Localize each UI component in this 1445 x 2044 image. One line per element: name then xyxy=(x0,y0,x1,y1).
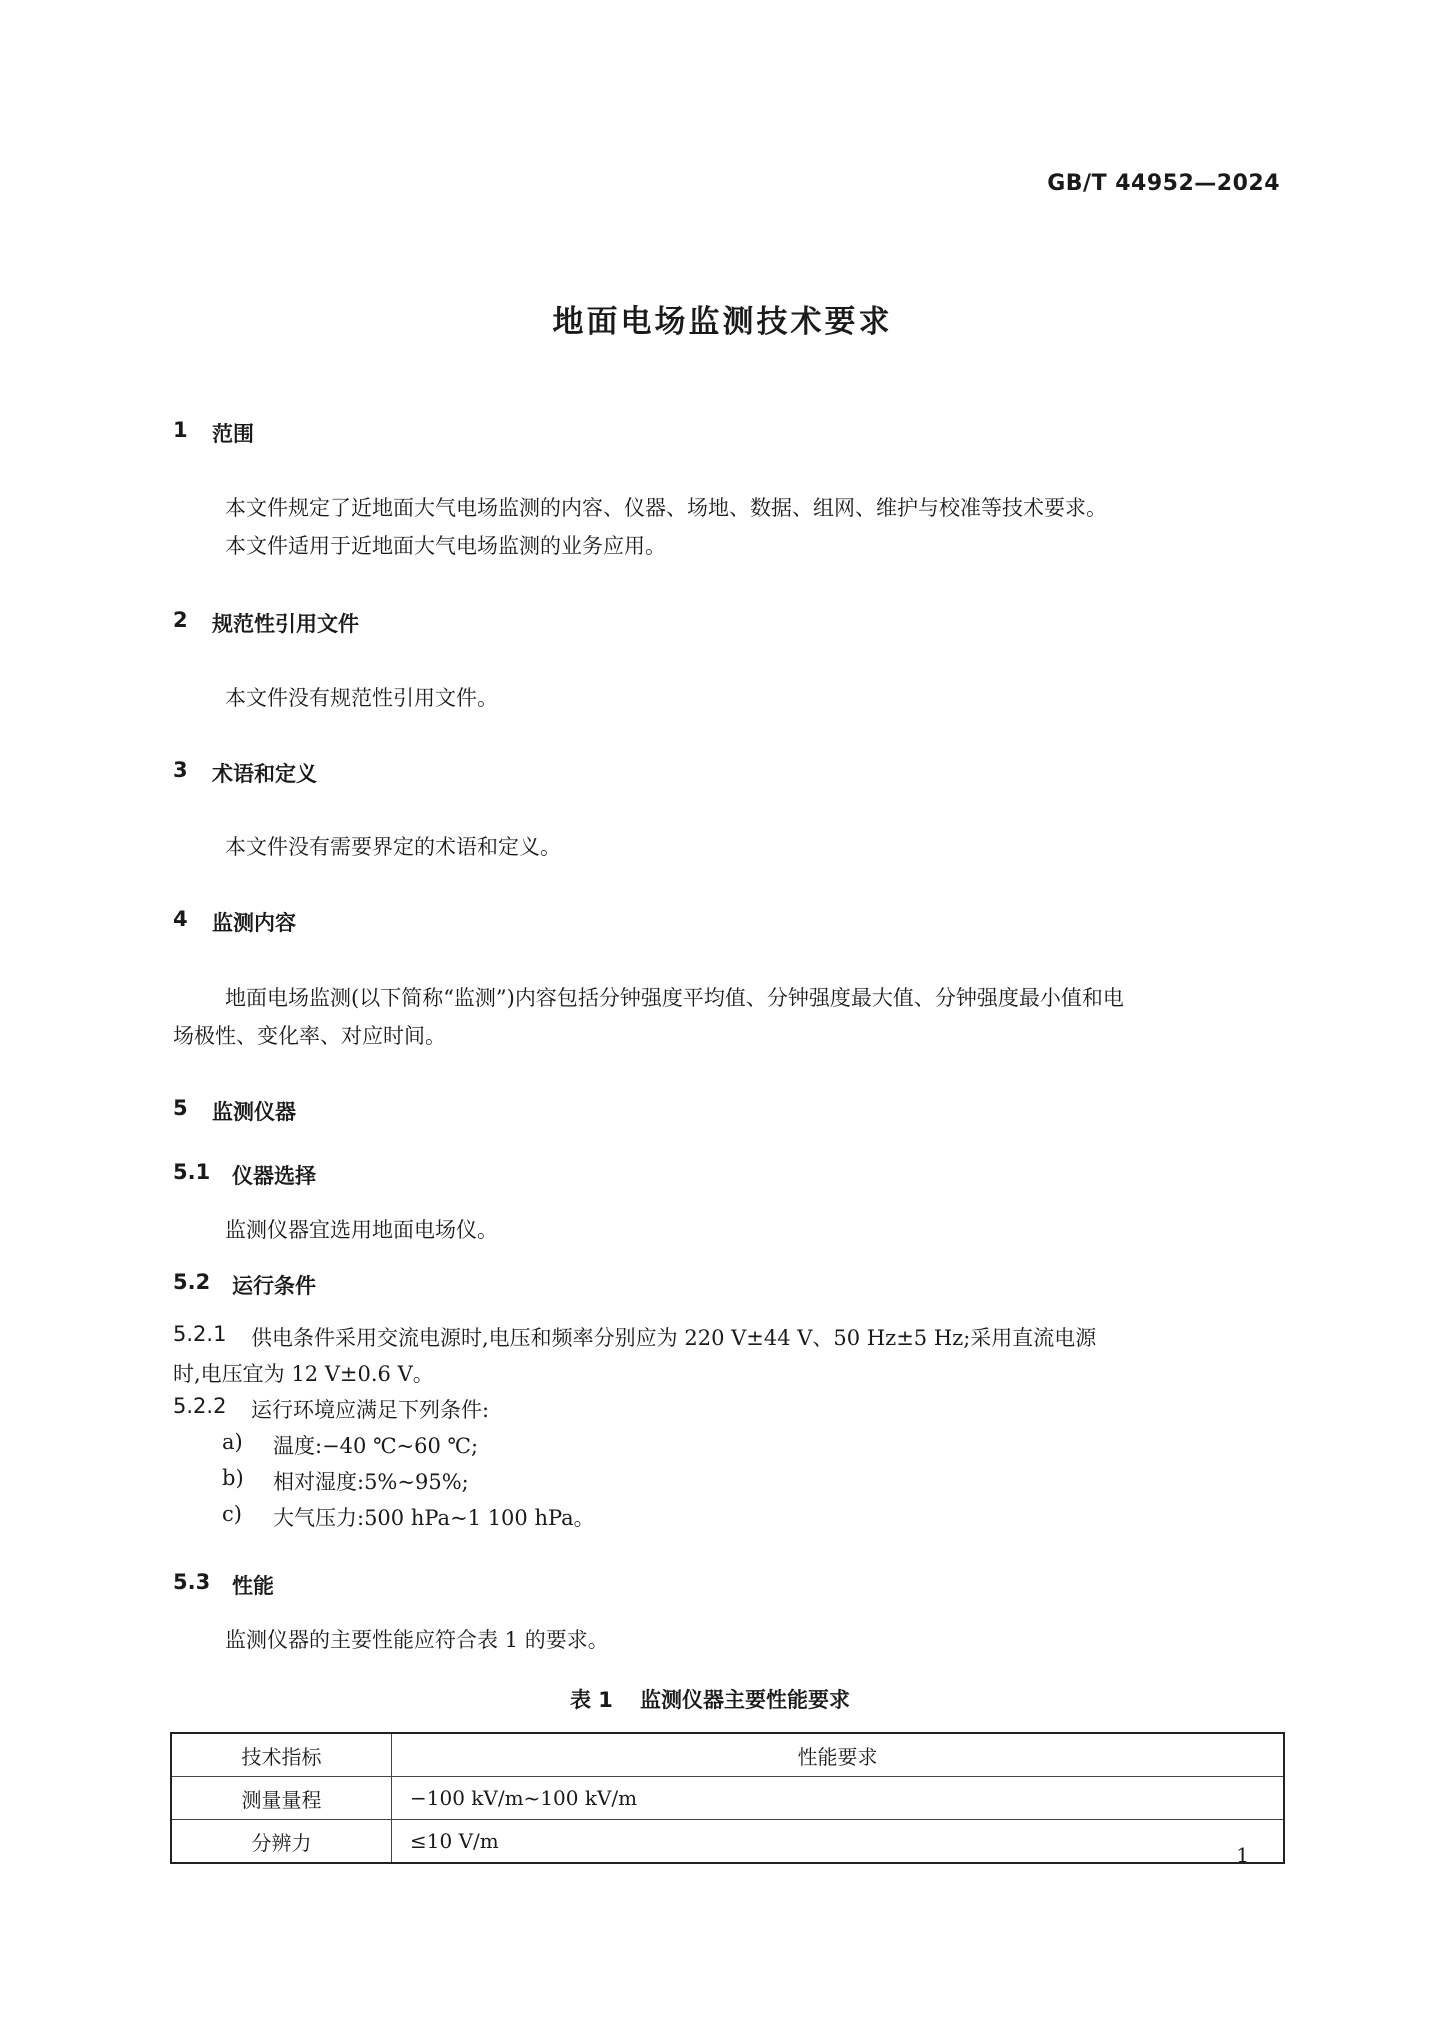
table-cell-indicator: 分辨力 xyxy=(171,1820,392,1864)
list-item-a-text: 温度:−40 ℃~60 ℃; xyxy=(273,1434,479,1458)
section-4-paragraph-line-2: 场极性、变化率、对应时间。 xyxy=(173,1024,446,1048)
table-header-requirement: 性能要求 xyxy=(392,1733,1285,1777)
table-cell-requirement: ≤10 V/m xyxy=(392,1820,1285,1864)
section-1-title: 范围 xyxy=(212,422,254,446)
table-caption-title: 监测仪器主要性能要求 xyxy=(640,1688,850,1712)
table-row xyxy=(171,1820,1284,1864)
section-5-1-paragraph: 监测仪器宜选用地面电场仪。 xyxy=(225,1218,498,1242)
section-5-title: 监测仪器 xyxy=(212,1100,296,1124)
list-item-b-marker: b) xyxy=(222,1466,244,1490)
table-cell-indicator: 测量量程 xyxy=(171,1777,392,1820)
table-header-indicator: 技术指标 xyxy=(171,1733,392,1777)
table-caption-number: 表 1 xyxy=(570,1688,613,1712)
section-3-title: 术语和定义 xyxy=(212,762,317,786)
section-2-title: 规范性引用文件 xyxy=(212,612,359,636)
page-number: 1 xyxy=(1236,1843,1249,1867)
table-header-row xyxy=(171,1733,1284,1777)
section-4-number: 4 xyxy=(173,907,188,931)
section-5-3-number: 5.3 xyxy=(173,1570,211,1594)
section-4-title: 监测内容 xyxy=(212,911,296,935)
table-row xyxy=(171,1777,1284,1820)
section-1-paragraph-1: 本文件规定了近地面大气电场监测的内容、仪器、场地、数据、组网、维护与校准等技术要求。 xyxy=(225,496,1107,520)
section-4-paragraph-line-1: 地面电场监测(以下简称“监测”)内容包括分钟强度平均值、分钟强度最大值、分钟强度最小值和电 xyxy=(225,986,1124,1010)
clause-5-2-2-number: 5.2.2 xyxy=(173,1394,227,1418)
clause-5-2-1-line-1: 供电条件采用交流电源时,电压和频率分别应为 220 V±44 V、50 Hz±5 Hz;采用直流电源 xyxy=(251,1326,1097,1350)
section-1-number: 1 xyxy=(173,418,188,442)
section-3-number: 3 xyxy=(173,758,188,782)
clause-5-2-1-line-2: 时,电压宜为 12 V±0.6 V。 xyxy=(173,1362,434,1386)
table-cell-requirement: −100 kV/m~100 kV/m xyxy=(392,1777,1285,1820)
section-3-paragraph: 本文件没有需要界定的术语和定义。 xyxy=(225,835,561,859)
section-5-number: 5 xyxy=(173,1096,188,1120)
list-item-c-text: 大气压力:500 hPa~1 100 hPa。 xyxy=(273,1506,595,1530)
section-5-1-number: 5.1 xyxy=(173,1160,211,1184)
section-1-paragraph-2: 本文件适用于近地面大气电场监测的业务应用。 xyxy=(225,534,666,558)
clause-5-2-2-text: 运行环境应满足下列条件: xyxy=(251,1398,490,1422)
performance-table xyxy=(170,1732,1285,1864)
performance-table-grid xyxy=(170,1732,1285,1864)
section-2-number: 2 xyxy=(173,608,188,632)
document-title: 地面电场监测技术要求 xyxy=(552,304,893,340)
section-5-1-title: 仪器选择 xyxy=(232,1164,316,1188)
list-item-b-text: 相对湿度:5%~95%; xyxy=(273,1470,469,1494)
section-5-2-number: 5.2 xyxy=(173,1270,211,1294)
section-5-2-title: 运行条件 xyxy=(232,1274,316,1298)
section-2-paragraph: 本文件没有规范性引用文件。 xyxy=(225,686,498,710)
section-5-3-title: 性能 xyxy=(232,1574,274,1598)
list-item-a-marker: a) xyxy=(222,1430,243,1454)
list-item-c-marker: c) xyxy=(222,1502,242,1526)
clause-5-2-1-number: 5.2.1 xyxy=(173,1322,227,1346)
standard-number: GB/T 44952—2024 xyxy=(1047,171,1280,196)
section-5-3-paragraph: 监测仪器的主要性能应符合表 1 的要求。 xyxy=(225,1628,609,1652)
